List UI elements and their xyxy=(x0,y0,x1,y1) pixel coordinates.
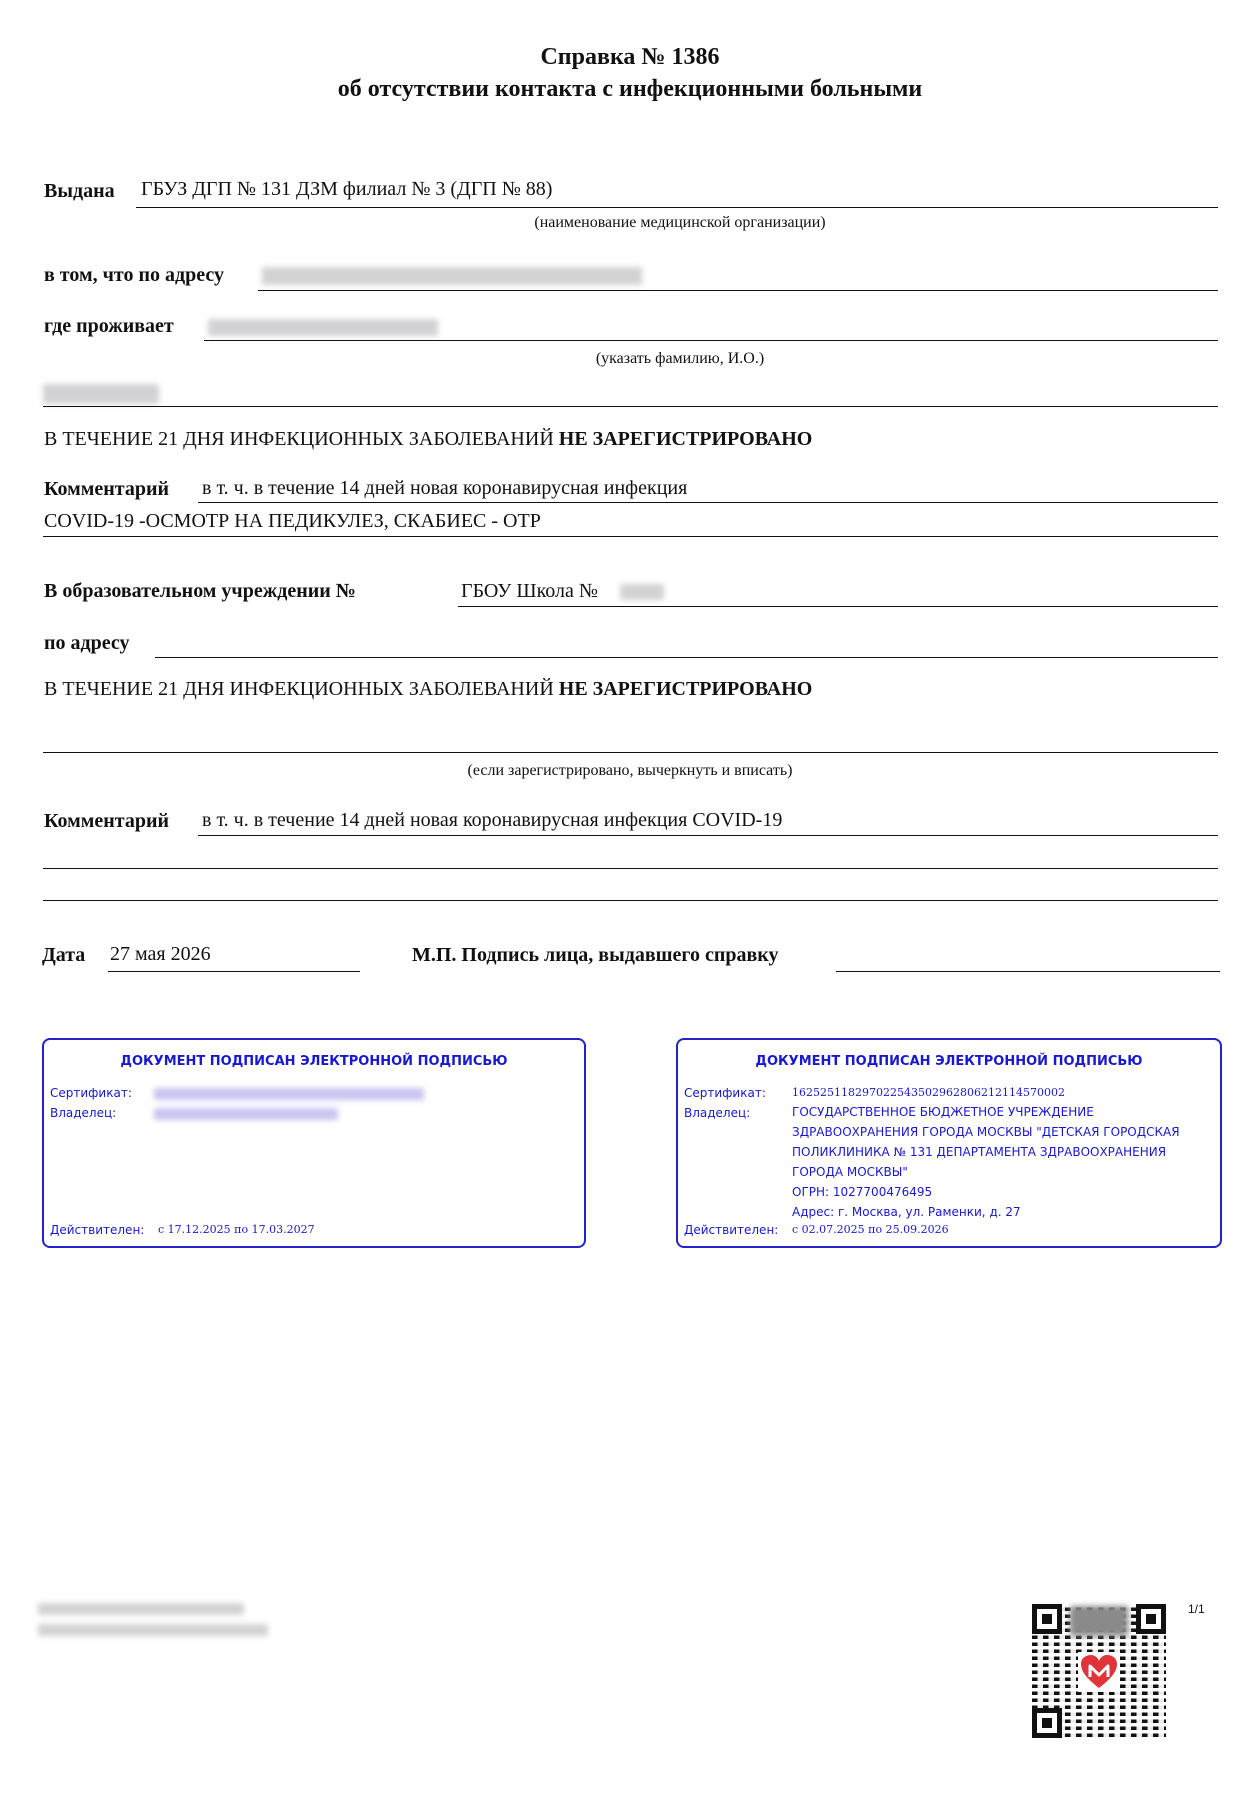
school-status-prefix: В ТЕЧЕНИЕ 21 ДНЯ ИНФЕКЦИОННЫХ ЗАБОЛЕВАНИЙ xyxy=(44,678,554,700)
birthdate-line xyxy=(43,406,1218,407)
issued-label: Выдана xyxy=(44,180,115,202)
date-label: Дата xyxy=(42,944,86,966)
qr-redacted-area xyxy=(1070,1606,1128,1636)
qr-finder-bottom-left xyxy=(1032,1708,1062,1738)
comment2-line1: в т. ч. в течение 14 дней новая коронавирусная инфекция COVID-19 xyxy=(202,809,783,831)
footer-redacted-line-2 xyxy=(38,1624,268,1636)
school-address-label: по адресу xyxy=(44,632,130,654)
stamp-right-owner-label: Владелец: xyxy=(684,1106,751,1120)
address-label: в том, что по адресу xyxy=(44,264,224,286)
stamp-right-cert-value: 162525118297022543502962806212114570002 xyxy=(792,1086,1065,1099)
issued-hint: (наименование медицинской организации) xyxy=(534,214,826,231)
signature-label: М.П. Подпись лица, выдавшего справку xyxy=(412,944,779,966)
stamp-left-valid-value: с 17.12.2025 по 17.03.2027 xyxy=(158,1223,315,1236)
stamp-right-owner-line-4: ГОРОДА МОСКВЫ" xyxy=(792,1165,908,1179)
comment1-underline2 xyxy=(43,536,1218,537)
stamp-left-heading: ДОКУМЕНТ ПОДПИСАН ЭЛЕКТРОННОЙ ПОДПИСЬЮ xyxy=(120,1054,508,1069)
school-status-bold: НЕ ЗАРЕГИСТРИРОВАНО xyxy=(558,678,813,700)
stamp-right-cert-label: Сертификат: xyxy=(684,1086,766,1100)
qr-code xyxy=(1032,1604,1166,1738)
resident-label: где проживает xyxy=(44,315,174,337)
footer-redacted-line-1 xyxy=(38,1603,244,1615)
comment1-label: Комментарий xyxy=(44,478,170,500)
stamp-right-valid-value: с 02.07.2025 по 25.09.2026 xyxy=(792,1223,949,1236)
stamp-right-owner-line-1: ГОСУДАРСТВЕННОЕ БЮДЖЕТНОЕ УЧРЕЖДЕНИЕ xyxy=(792,1105,1094,1119)
address-line xyxy=(258,290,1218,291)
e-signature-stamp-right xyxy=(676,1038,1222,1248)
document-title: Справка № 1386 xyxy=(540,44,720,70)
signature-line xyxy=(836,971,1220,972)
qr-finder-top-right xyxy=(1136,1604,1166,1634)
stamp-right-owner-line-3: ПОЛИКЛИНИКА № 131 ДЕПАРТАМЕНТА ЗДРАВООХРАНЕНИЯ xyxy=(792,1145,1167,1159)
date-line xyxy=(108,971,360,972)
school-number-redacted xyxy=(620,584,664,600)
comment2-underline1 xyxy=(198,835,1218,836)
stamp-right-owner-line-2: ЗДРАВООХРАНЕНИЯ ГОРОДА МОСКВЫ "ДЕТСКАЯ ГОРОДСКАЯ xyxy=(792,1125,1180,1139)
heart-logo-icon xyxy=(1078,1652,1120,1692)
school-address-line xyxy=(155,657,1218,658)
birthdate-redacted xyxy=(43,384,159,404)
stamp-right-heading: ДОКУМЕНТ ПОДПИСАН ЭЛЕКТРОННОЙ ПОДПИСЬЮ xyxy=(755,1054,1143,1069)
comment1-line1: в т. ч. в течение 14 дней новая коронавирусная инфекция xyxy=(202,477,688,499)
page-number: 1/1 xyxy=(1188,1602,1205,1616)
resident-redacted xyxy=(208,319,438,336)
stamp-left-owner-label: Владелец: xyxy=(50,1106,117,1120)
stamp-left-owner-redacted xyxy=(154,1108,338,1120)
status-prefix: В ТЕЧЕНИЕ 21 ДНЯ ИНФЕКЦИОННЫХ ЗАБОЛЕВАНИЙ xyxy=(44,428,554,450)
qr-finder-top-left xyxy=(1032,1604,1062,1634)
school-label: В образовательном учреждении № xyxy=(44,580,356,602)
status-bold: НЕ ЗАРЕГИСТРИРОВАНО xyxy=(558,428,813,450)
comment1-underline1 xyxy=(198,502,1218,503)
school-hint: (если зарегистрировано, вычеркнуть и вписать) xyxy=(467,762,793,779)
comment1-line2: COVID-19 -ОСМОТР НА ПЕДИКУЛЕЗ, СКАБИЕС - ОТР xyxy=(44,510,541,532)
address-redacted xyxy=(262,267,642,285)
issued-value: ГБУЗ ДГП № 131 ДЗМ филиал № 3 (ДГП № 88) xyxy=(141,178,553,200)
comment2-underline2 xyxy=(43,868,1218,869)
school-register-line xyxy=(43,752,1218,753)
status-text xyxy=(44,428,812,451)
comment2-label: Комментарий xyxy=(44,810,170,832)
comment2-underline3 xyxy=(43,900,1218,901)
stamp-left-cert-redacted xyxy=(154,1088,424,1100)
stamp-right-ogrn: ОГРН: 1027700476495 xyxy=(792,1185,933,1199)
e-signature-stamp-left xyxy=(42,1038,586,1248)
resident-line xyxy=(204,340,1218,341)
stamp-right-address: Адрес: г. Москва, ул. Раменки, д. 27 xyxy=(792,1205,1021,1219)
document-subtitle: об отсутствии контакта с инфекционными больными xyxy=(337,76,923,102)
school-value: ГБОУ Школа № xyxy=(461,580,598,602)
issued-line xyxy=(136,207,1218,208)
school-status-text xyxy=(44,678,812,701)
stamp-right-valid-label: Действителен: xyxy=(684,1223,779,1237)
resident-hint: (указать фамилию, И.О.) xyxy=(595,350,765,367)
date-value: 27 мая 2026 xyxy=(110,943,211,965)
school-line xyxy=(458,606,1218,607)
stamp-left-cert-label: Сертификат: xyxy=(50,1086,132,1100)
stamp-left-valid-label: Действителен: xyxy=(50,1223,145,1237)
